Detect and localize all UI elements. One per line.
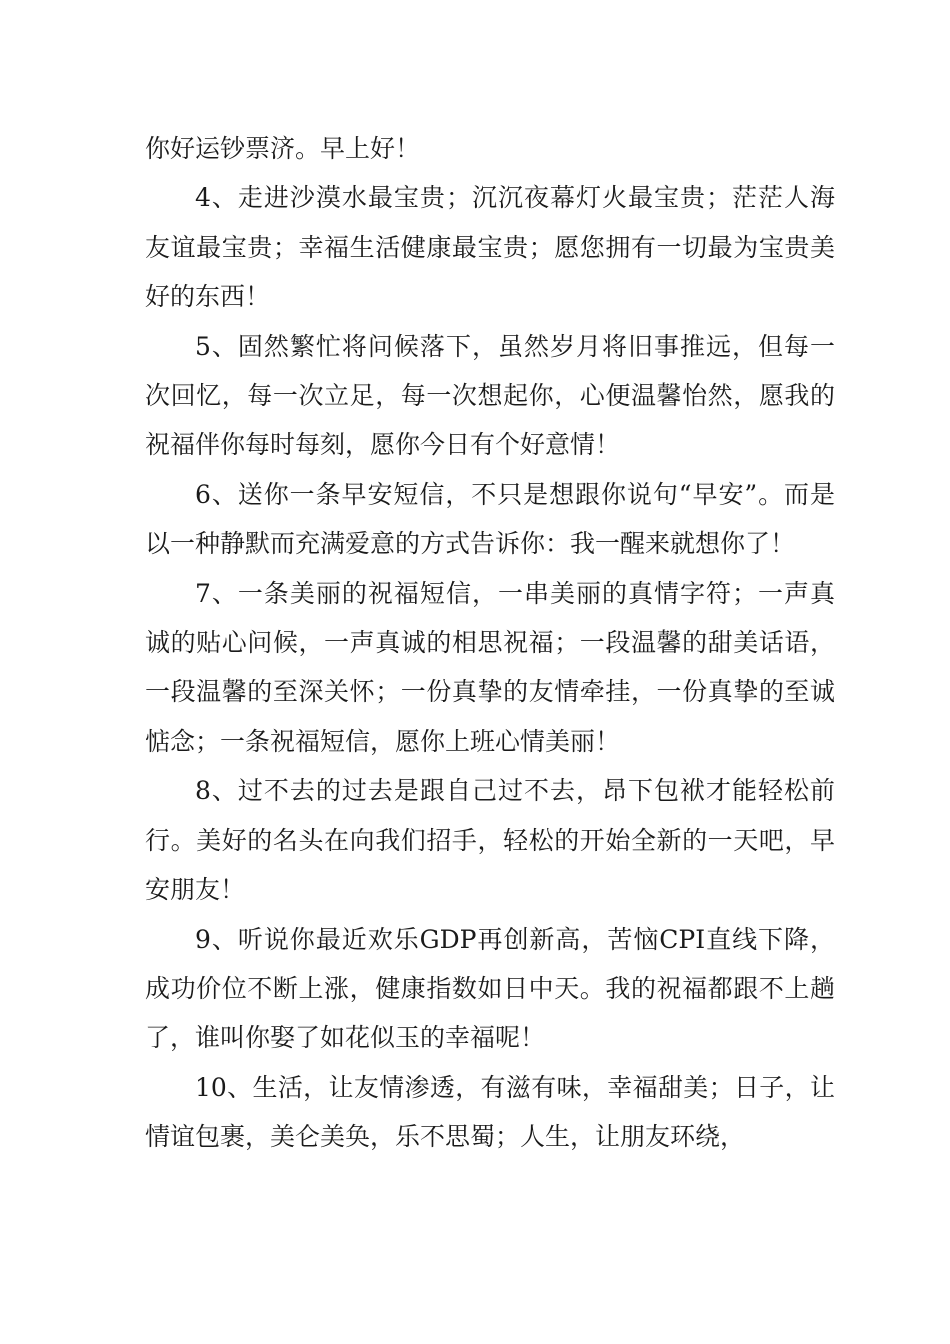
paragraph-item-6: 6、送你一条早安短信，不只是想跟你说句“早安”。而是以一种静默而充满爱意的方式告诉你：我一醒来就想你了！ <box>145 479 835 559</box>
document-body <box>145 124 835 1162</box>
paragraph-item-4: 4、走进沙漠水最宝贵；沉沉夜幕灯火最宝贵；茫茫人海友谊最宝贵；幸福生活健康最宝贵；愿您拥有一切最为宝贵美好的东西！ <box>145 183 835 312</box>
paragraph-item-9: 9、听说你最近欢乐GDP再创新高，苦恼CPI直线下降，成功价位不断上涨，健康指数如日中天。我的祝福都跟不上趟了，谁叫你娶了如花似玉的幸福呢！ <box>145 924 835 1053</box>
paragraph-item-10: 10、生活，让友情渗透，有滋有味，幸福甜美；日子，让情谊包裹，美仑美奂，乐不思蜀；人生，让朋友环绕， <box>145 1072 835 1152</box>
paragraph-item-7: 7、一条美丽的祝福短信，一串美丽的真情字符；一声真诚的贴心问候，一声真诚的相思祝福；一段温馨的甜美话语，一段温馨的至深关怀；一份真挚的友情牵挂，一份真挚的至诚惦念；一条祝福短信，愿你上班心情美丽！ <box>145 578 835 756</box>
paragraph-item-8: 8、过不去的过去是跟自己过不去，昂下包袱才能轻松前行。美好的名头在向我们招手，轻松的开始全新的一天吧，早安朋友！ <box>145 776 835 905</box>
paragraph-item-5: 5、固然繁忙将问候落下，虽然岁月将旧事推远，但每一次回忆，每一次立足，每一次想起你，心便温馨怡然，愿我的祝福伴你每时每刻，愿你今日有个好意情！ <box>145 331 835 460</box>
paragraph-continuation: 你好运钞票济。早上好！ <box>145 134 421 163</box>
